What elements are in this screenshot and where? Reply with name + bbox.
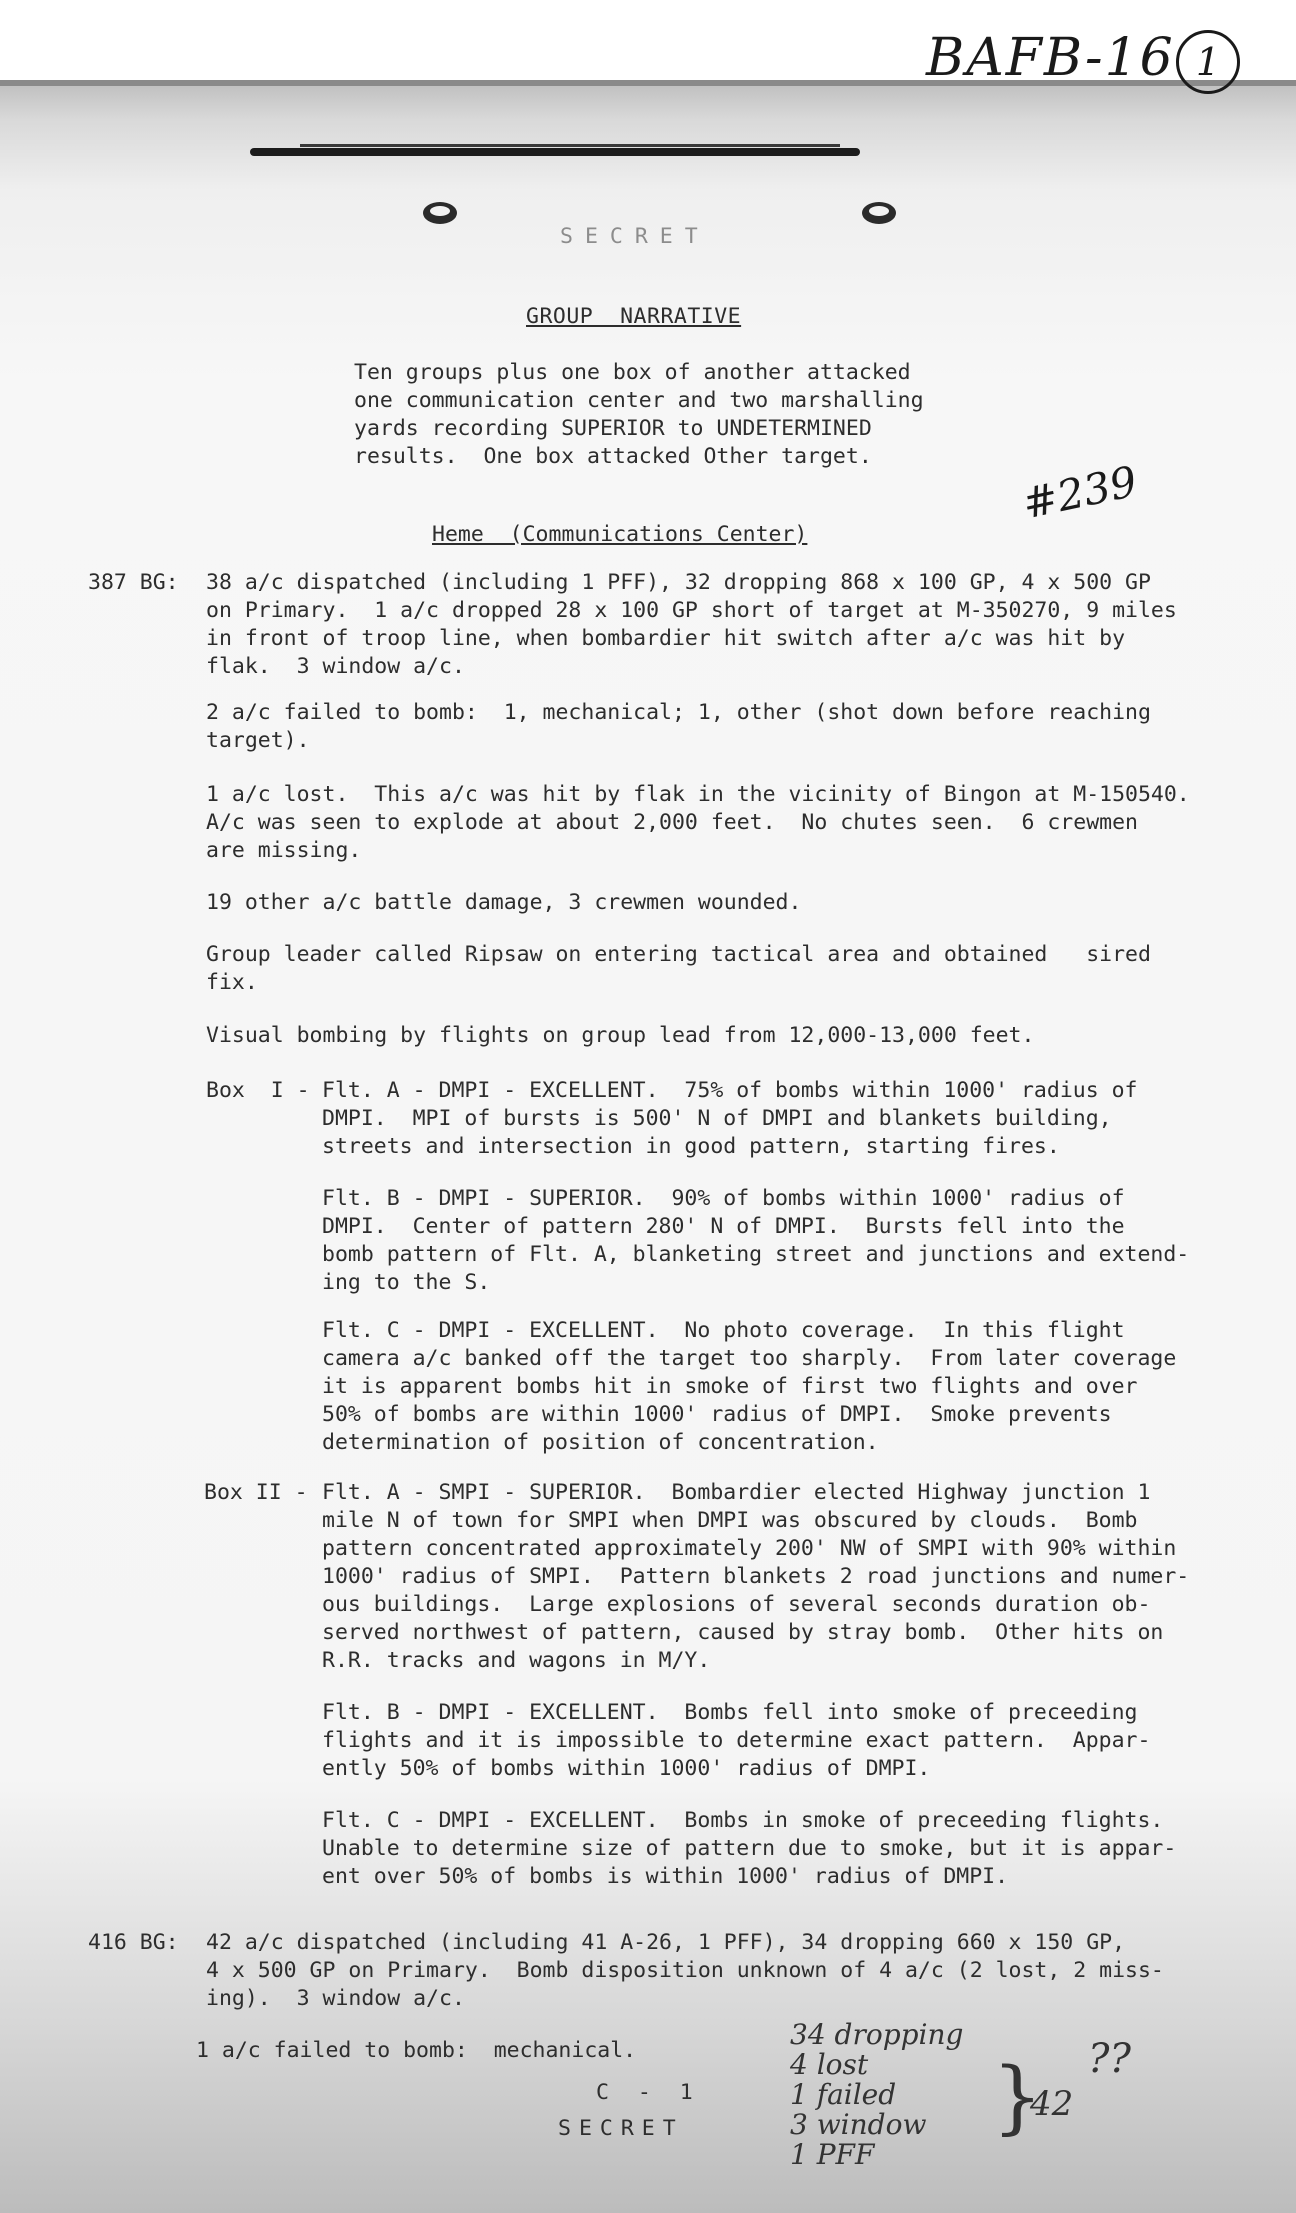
text-line: camera a/c banked off the target too sharply. From later coverage — [322, 1346, 1177, 1371]
binder-clip-shadow — [300, 144, 840, 147]
text-line: it is apparent bombs hit in smoke of first two flights and over — [322, 1374, 1138, 1399]
text-line: target). — [206, 728, 310, 753]
text-line: R.R. tracks and wagons in M/Y. — [322, 1648, 711, 1673]
text-line: Unable to determine size of pattern due to smoke, but it is appar- — [322, 1836, 1177, 1861]
text-line: mile N of town for SMPI when DMPI was obscured by clouds. Bomb — [322, 1508, 1138, 1533]
handwritten-brace: } — [992, 2050, 1043, 2143]
text-line: DMPI. MPI of bursts is 500' N of DMPI and blankets building, — [322, 1106, 1112, 1131]
text-line: ently 50% of bombs within 1000' radius of DMPI. — [322, 1756, 931, 1781]
text-line: Flt. C - DMPI - EXCELLENT. Bombs in smoke of preceeding flights. — [322, 1808, 1164, 1833]
text-line: 19 other a/c battle damage, 3 crewmen wounded. — [206, 890, 802, 915]
summary-line: Ten groups plus one box of another attacked — [354, 360, 911, 385]
handwritten-file-ref: BAFB-16 — [926, 28, 1175, 88]
group-label: 416 BG: — [88, 1930, 179, 1955]
document-title: GROUP NARRATIVE — [526, 304, 742, 329]
classification-bottom: SECRET — [558, 2116, 684, 2141]
target-heading: Heme (Communications Center) — [432, 522, 808, 547]
classification-top: SECRET — [560, 224, 710, 249]
text-line: Flt. C - DMPI - EXCELLENT. No photo coverage. In this flight — [322, 1318, 1125, 1343]
handwritten-number: #239 — [1018, 456, 1142, 529]
punch-hole-right — [862, 202, 896, 224]
binder-clip — [250, 148, 860, 156]
text-line: on Primary. 1 a/c dropped 28 x 100 GP short of target at M-350270, 9 miles — [206, 598, 1177, 623]
text-line: 50% of bombs are within 1000' radius of DMPI. Smoke prevents — [322, 1402, 1112, 1427]
page-number: C - 1 — [596, 2080, 701, 2105]
text-line: 38 a/c dispatched (including 1 PFF), 32 dropping 868 x 100 GP, 4 x 500 GP — [206, 570, 1151, 595]
group-label: 387 BG: — [88, 570, 179, 595]
text-line: 1000' radius of SMPI. Pattern blankets 2 road junctions and numer- — [322, 1564, 1190, 1589]
text-line: ing). 3 window a/c. — [206, 1986, 465, 2011]
handwritten-total: 42 — [1030, 2084, 1074, 2124]
text-line: 1 a/c failed to bomb: mechanical. — [196, 2038, 637, 2063]
box-label: Box II - — [204, 1480, 308, 1505]
handwritten-page-circle: 1 — [1176, 30, 1240, 94]
text-line: 2 a/c failed to bomb: 1, mechanical; 1, other (shot down before reaching — [206, 700, 1151, 725]
text-line: Group leader called Ripsaw on entering tactical area and obtained sired — [206, 942, 1151, 967]
text-line: fix. — [206, 970, 258, 995]
text-line: determination of position of concentration. — [322, 1430, 879, 1455]
text-line: are missing. — [206, 838, 362, 863]
summary-line: yards recording SUPERIOR to UNDETERMINED — [354, 416, 872, 441]
text-line: pattern concentrated approximately 200' NW of SMPI with 90% within — [322, 1536, 1177, 1561]
text-line: ing to the S. — [322, 1270, 491, 1295]
text-line: 1 a/c lost. This a/c was hit by flak in the vicinity of Bingon at M-150540. — [206, 782, 1190, 807]
text-line: Flt. A - SMPI - SUPERIOR. Bombardier elected Highway junction 1 — [322, 1480, 1151, 1505]
text-line: ent over 50% of bombs is within 1000' radius of DMPI. — [322, 1864, 1009, 1889]
text-line: bomb pattern of Flt. A, blanketing street and junctions and extend- — [322, 1242, 1190, 1267]
text-line: DMPI. Center of pattern 280' N of DMPI. Bursts fell into the — [322, 1214, 1125, 1239]
text-line: A/c was seen to explode at about 2,000 feet. No chutes seen. 6 crewmen — [206, 810, 1138, 835]
summary-line: results. One box attacked Other target. — [354, 444, 872, 469]
text-line: served northwest of pattern, caused by stray bomb. Other hits on — [322, 1620, 1164, 1645]
text-line: 42 a/c dispatched (including 41 A-26, 1 PFF), 34 dropping 660 x 150 GP, — [206, 1930, 1126, 1955]
box-label: Box I - — [206, 1078, 310, 1103]
text-line: streets and intersection in good pattern, starting fires. — [322, 1134, 1060, 1159]
text-line: flak. 3 window a/c. — [206, 654, 465, 679]
text-line: Visual bombing by flights on group lead from 12,000-13,000 feet. — [206, 1023, 1035, 1048]
summary-line: one communication center and two marshalling — [354, 388, 924, 413]
punch-hole-left — [423, 202, 457, 224]
text-line: Flt. B - DMPI - SUPERIOR. 90% of bombs within 1000' radius of — [322, 1186, 1125, 1211]
text-line: in front of troop line, when bombardier hit switch after a/c was hit by — [206, 626, 1126, 651]
text-line: 4 x 500 GP on Primary. Bomb disposition unknown of 4 a/c (2 lost, 2 miss- — [206, 1958, 1164, 1983]
text-line: Flt. B - DMPI - EXCELLENT. Bombs fell into smoke of preceeding — [322, 1700, 1138, 1725]
text-line: flights and it is impossible to determine exact pattern. Appar- — [322, 1728, 1151, 1753]
handwritten-margin-notes: 34 dropping 4 lost 1 failed 3 window 1 PFF — [790, 2018, 964, 2171]
text-line: Flt. A - DMPI - EXCELLENT. 75% of bombs within 1000' radius of — [322, 1078, 1138, 1103]
handwritten-question-marks: ?? — [1088, 2036, 1131, 2082]
text-line: ous buildings. Large explosions of several seconds duration ob- — [322, 1592, 1151, 1617]
